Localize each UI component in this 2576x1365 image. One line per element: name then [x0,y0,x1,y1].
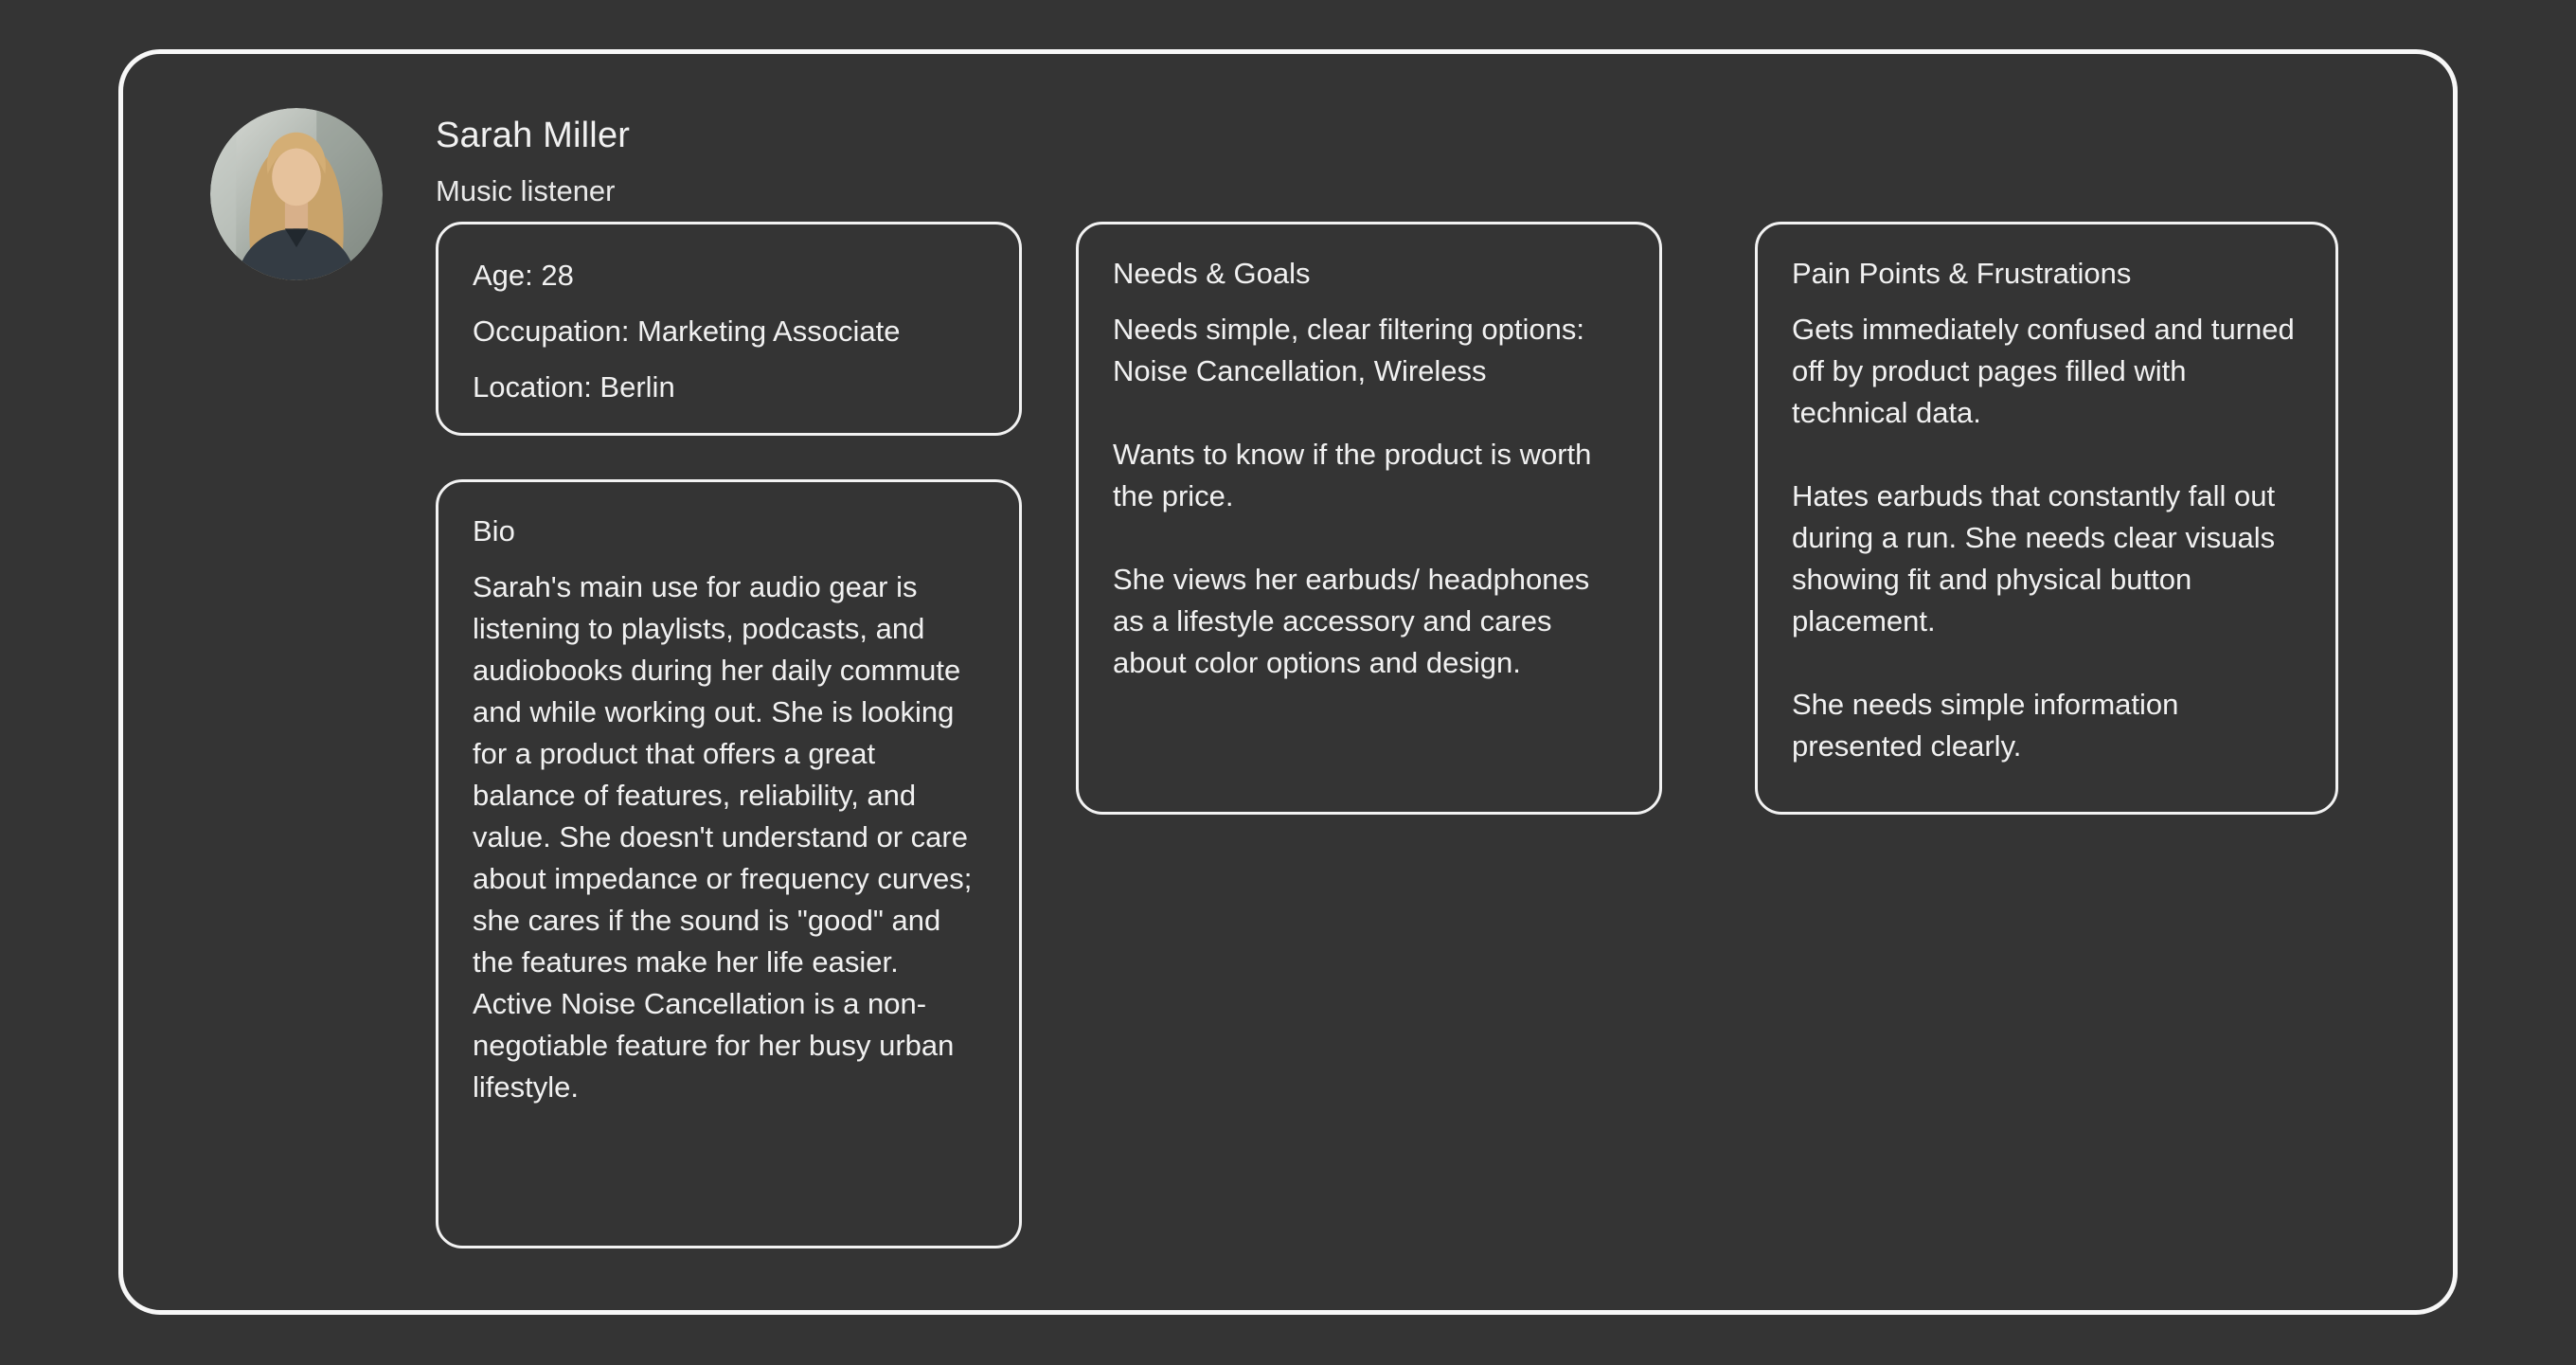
avatar [210,108,383,280]
bio-box [436,479,1022,1248]
needs-goals-box [1076,222,1662,815]
demographic-location: Location: Berlin [473,370,675,404]
pain-points-box [1755,222,2338,815]
persona-card [118,49,2458,1315]
demographic-age: Age: 28 [473,259,574,292]
demographic-occupation: Occupation: Marketing Associate [473,314,901,348]
pain-points-title: Pain Points & Frustrations [1792,257,2132,290]
needs-paragraph: She views her earbuds/ headphones as a lifestyle accessory and cares about color options and design. [1113,563,1590,679]
pain-paragraph: Gets immediately confused and turned off by product pages filled with technical data. [1792,313,2295,429]
persona-name: Sarah Miller [436,116,631,155]
demographics-box [436,222,1022,436]
needs-goals-title: Needs & Goals [1113,257,1311,290]
avatar-portrait-icon [210,108,383,280]
bio-title: Bio [473,514,515,548]
pain-paragraph: She needs simple information presented clearly. [1792,688,2179,763]
needs-paragraph: Wants to know if the product is worth the price. [1113,438,1592,512]
needs-paragraph: Needs simple, clear filtering options: Noise Cancellation, Wireless [1113,313,1584,387]
persona-role: Music listener [436,174,616,207]
pain-paragraph: Hates earbuds that constantly fall out during a run. She needs clear visuals showing fit and physical button placement. [1792,479,2276,638]
bio-text: Sarah's main use for audio gear is listening to playlists, podcasts, and audiobooks during her daily commute and while working out. She is looking for a product that offers a great balance of features, reliability, and value. She doesn't understand or care about impedance or frequency curves; she cares if the sound is "good" and the features make her life easier. Active Noise Cancellation is a non-negotiable feature for her busy urban lifestyle. [473,570,973,1104]
